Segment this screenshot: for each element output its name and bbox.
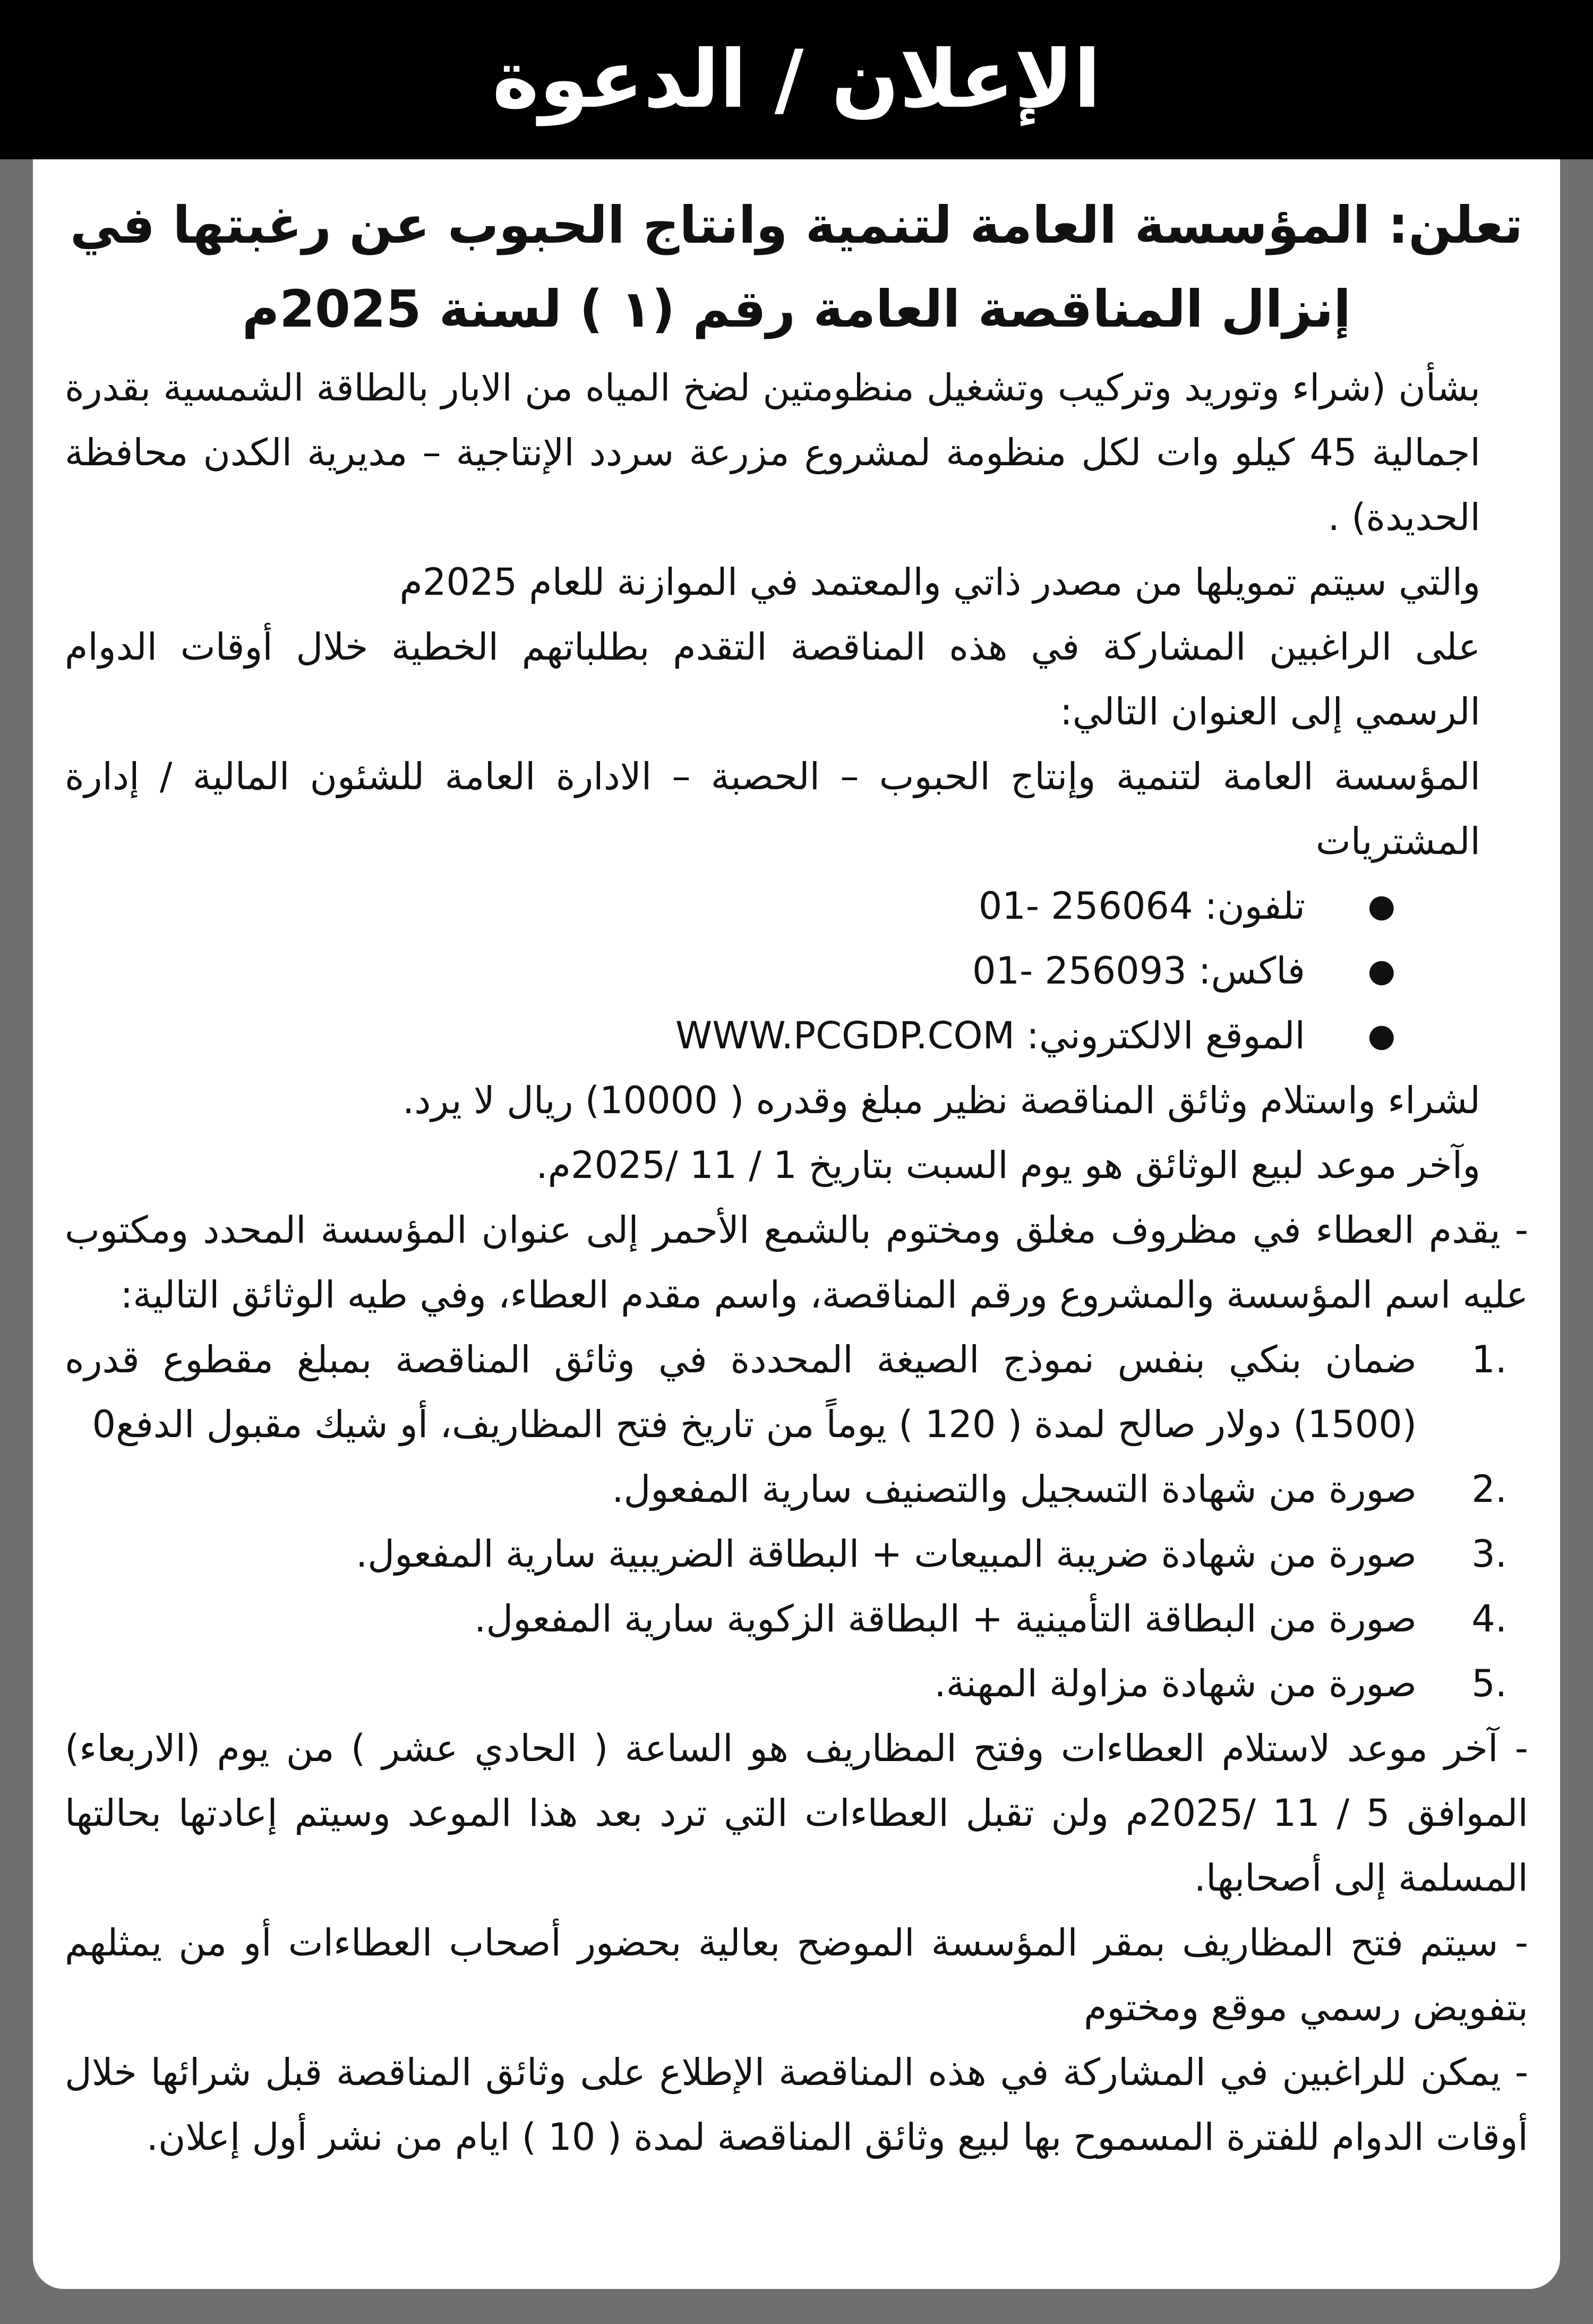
document-number: 3. — [1471, 1532, 1507, 1576]
header-title: الإعلان / الدعوة — [492, 33, 1101, 126]
bullet-icon: ● — [1367, 952, 1395, 989]
document-number: 5. — [1471, 1662, 1507, 1705]
submission-address: المؤسسة العامة لتنمية وإنتاج الحبوب – الحصبة – الادارة العامة للشئون المالية / إدارة المشتريات — [65, 755, 1480, 863]
document-item — [65, 1327, 1528, 1457]
tender-subject: بشأن (شراء وتوريد وتركيب وتشغيل منظومتين لضخ المياه من الابار بالطاقة الشمسية بقدرة اجمالية 45 كيلو وات لكل منظومة لمشروع مزرعة سردد الإنتاجية – مديرية الكدن محافظة الحديدة) . — [65, 366, 1480, 539]
document-review: - يمكن للراغبين في المشاركة في هذه المناقصة الإطلاع على وثائق المناقصة قبل شرائها خلال أوقات الدوام للفترة المسموح بها لبيع وثائق المناقصة لمدة ( 10 ) ايام من نشر أول إعلان. — [65, 2050, 1528, 2159]
contact-phone — [65, 874, 1528, 938]
fax-label: فاكس: — [1198, 949, 1305, 993]
document-number: 4. — [1471, 1597, 1507, 1641]
document-text: ضمان بنكي بنفس نموذج الصيغة المحددة في وثائق المناقصة بمبلغ مقطوع قدره (1500) دولار صالح لمدة ( 120 ) يوماً من تاريخ فتح المظاريف، أو شيك مقبول الدفع0 — [65, 1338, 1417, 1446]
invitation-text: على الراغبين المشاركة في هذه المناقصة التقدم بطلباتهم الخطية خلال أوقات الدوام الرسمي إلى العنوان التالي: — [65, 625, 1480, 733]
website-value: WWW.PCGDP.COM — [675, 1014, 1015, 1057]
document-text: صورة من شهادة التسجيل والتصنيف سارية المفعول. — [612, 1467, 1417, 1511]
document-text: صورة من البطاقة التأمينية + البطاقة الزكوية سارية المفعول. — [474, 1597, 1417, 1641]
contact-fax — [65, 938, 1528, 1003]
headline-text: المؤسسة العامة لتنمية وانتاج الحبوب عن رغبتها في إنزال المناقصة العامة رقم (١ ) لسنة 2025م — [70, 195, 1371, 339]
contact-website — [65, 1003, 1528, 1068]
phone-value: 01- 256064 — [978, 884, 1193, 928]
document-item — [65, 1651, 1528, 1716]
bullet-icon: ● — [1367, 1017, 1395, 1054]
document-text: صورة من شهادة مزاولة المهنة. — [934, 1662, 1417, 1705]
document-number: 1. — [1471, 1338, 1507, 1381]
submission-instructions: - يقدم العطاء في مظروف مغلق ومختوم بالشمع الأحمر إلى عنوان المؤسسة المحدد ومكتوب عليه اسم المؤسسة والمشروع ورقم المناقصة، واسم مقدم العطاء، وفي طيه الوثائق التالية: — [65, 1208, 1528, 1317]
website-label: الموقع الالكتروني: — [1026, 1014, 1305, 1057]
required-documents-list — [65, 1327, 1528, 1716]
document-item — [65, 1586, 1528, 1651]
envelope-opening: - سيتم فتح المظاريف بمقر المؤسسة الموضح بعالية بحضور أصحاب العطاءات أو من يمثلهم بتفويض رسمي موقع ومختوم — [65, 1921, 1528, 2029]
announcement-content — [33, 159, 1560, 2169]
tender-headline — [65, 183, 1528, 351]
contact-list — [65, 874, 1528, 1068]
sale-deadline: وآخر موعد لبيع الوثائق هو يوم السبت بتاريخ 1 / 11 /2025م. — [536, 1143, 1480, 1187]
fax-value: 01- 256093 — [972, 949, 1187, 993]
phone-label: تلفون: — [1204, 884, 1305, 928]
announcement-header — [0, 0, 1593, 159]
document-number: 2. — [1471, 1467, 1507, 1511]
purchase-fee: لشراء واستلام وثائق المناقصة نظير مبلغ وقدره ( 10000) ريال لا يرد. — [402, 1079, 1480, 1122]
document-item — [65, 1457, 1528, 1522]
closing-deadline: - آخر موعد لاستلام العطاءات وفتح المظاريف هو الساعة ( الحادي عشر ) من يوم (الاربعاء) الموافق 5 / 11 /2025م ولن تقبل العطاءات التي ترد بعد هذا الموعد وسيتم إعادتها بحالتها المسلمة إلى أصحابها. — [65, 1727, 1528, 1900]
funding-note: والتي سيتم تمويلها من مصدر ذاتي والمعتمد في الموازنة للعام 2025م — [399, 560, 1480, 604]
bullet-icon: ● — [1367, 887, 1395, 925]
document-item — [65, 1522, 1528, 1586]
announcement-panel — [33, 159, 1560, 2289]
document-text: صورة من شهادة ضريبة المبيعات + البطاقة الضريبية سارية المفعول. — [355, 1532, 1417, 1576]
headline-lead: تعلن: — [1388, 195, 1523, 255]
